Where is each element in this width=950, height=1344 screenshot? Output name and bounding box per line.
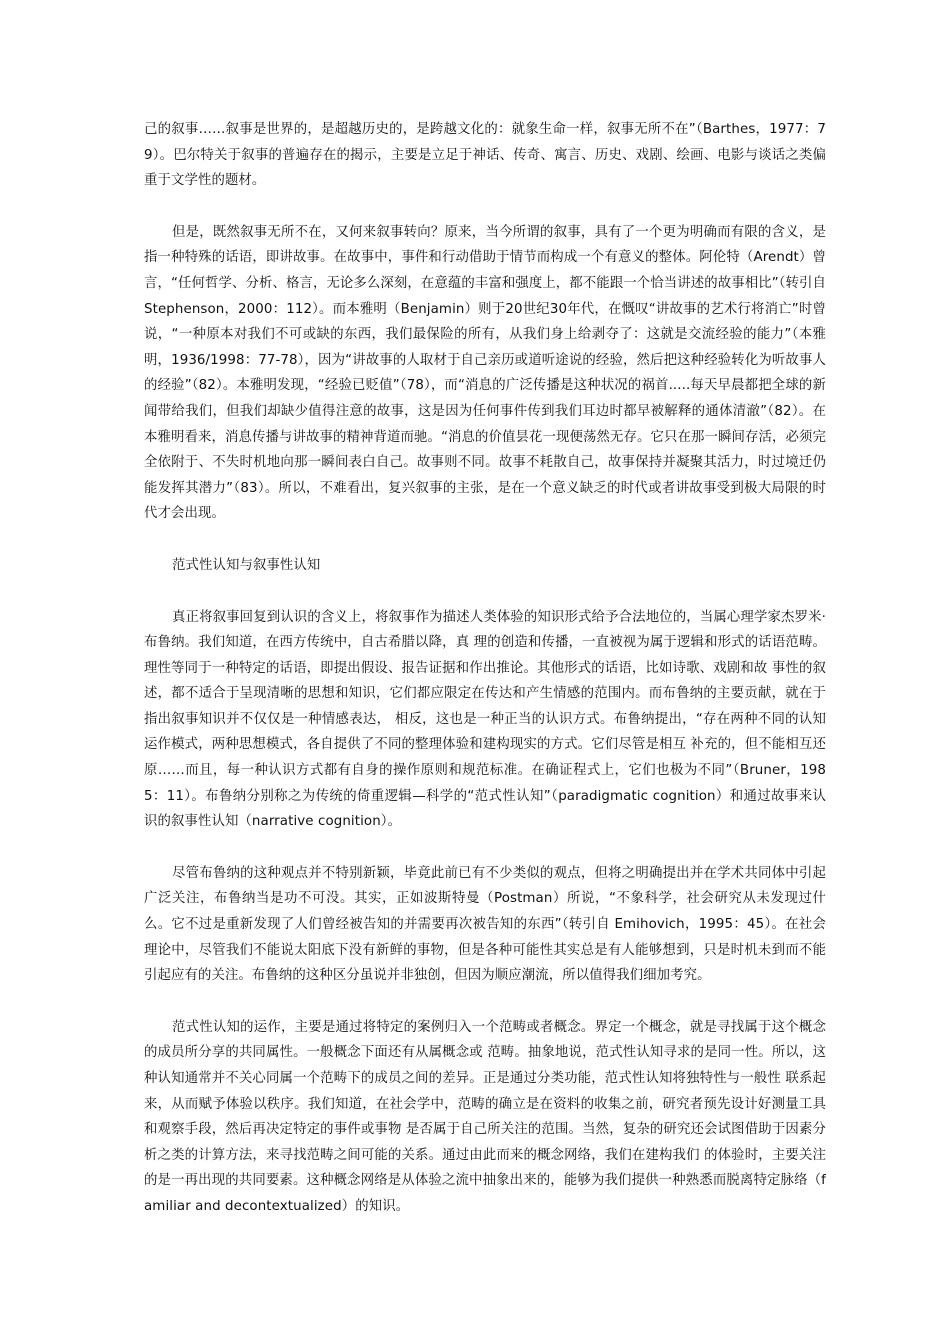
document-body xyxy=(144,117,826,1220)
paragraph-gap xyxy=(144,835,826,861)
section-heading: 范式性认知与叙事性认知 xyxy=(172,557,321,573)
paragraph-bruner: 真正将叙事回复到认识的含义上，将叙事作为描述人类体验的知识形式给予合法地位的，当属心理学家杰罗米·布鲁纳。我们知道，在西方传统中，自古希腊以降，真 理的创造和传播，一直被视为属于逻辑和形式的话语范畴。理性等同于一种特定的话语，即提出假设、报告证据和作出推论。其他形式的话语，比如诗歌、戏剧和故 事性的叙述，都不适合于呈现清晰的思想和知识，它们都应限定在传达和产生情感的范围内。而布鲁纳的主要贡献，就在于指出叙事知识并不仅仅是一种情感表达， 相反，这也是一种正当的认识方式。布鲁纳提出，“存在两种不同的认知运作模式，两种思想模式，各自提供了不同的整理体验和建构现实的方式。它们尽管是相互 补充的，但不能相互还原……而且，每一种认识方式都有自身的操作原则和规范标准。在确证程式上，它们也极为不同”（Bruner，1985：11）。布鲁纳分别称之为传统的倚重逻辑—科学的“范式性认知”（paradigmatic cognition）和通过故事来认识的叙事性认知（narrative cognition）。 xyxy=(144,609,826,830)
paragraph-barthes-continuation: 己的叙事……叙事是世界的，是超越历史的，是跨越文化的：就象生命一样，叙事无所不在”（Barthes，1977：79）。巴尔特关于叙事的普遍存在的揭示，主要是立足于神话、传奇、寓言、历史、戏剧、绘画、电影与谈话之类偏重于文学性的题材。 xyxy=(144,122,826,189)
paragraph-narrative-turn: 但是，既然叙事无所不在，又何来叙事转向？原来，当今所谓的叙事，具有了一个更为明确而有限的含义，是指一种特殊的话语，即讲故事。在故事中，事件和行动借助于情节而构成一个有意义的整体。阿伦特（Arendt）曾言，“任何哲学、分析、格言，无论多么深刻，在意蕴的丰富和强度上，都不能跟一个恰当讲述的故事相比”（转引自 Stephenson，2000：112）。而本雅明（Benjamin）则于20世纪30年代，在慨叹“讲故事的艺术行将消亡”时曾说，“一种原本对我们不可或缺的东西，我们最保险的所有，从我们身上给剥夺了：这就是交流经验的能力”（本雅明，1936/1998：77-78），因为“讲故事的人取材于自己亲历或道听途说的经验，然后把这种经验转化为听故事人的经验”（82）。本雅明发现，“经验已贬值”（78），而“消息的广泛传播是这种状况的祸首.....每天早晨都把全球的新闻带给我们，但我们却缺少值得注意的故事，这是因为任何事件传到我们耳边时都早被解释的通体清澈”（82）。在本雅明看来，消息传播与讲故事的精神背道而驰。“消息的价值昙花一现便荡然无存。它只在那一瞬间存活，必须完全依附于、不失时机地向那一瞬间表白自己。故事则不同。故事不耗散自己，故事保持并凝聚其活力，时过境迁仍能发挥其潜力”（83）。所以，不难看出，复兴叙事的主张，是在一个意义缺乏的时代或者讲故事受到极大局限的时代才会出现。 xyxy=(144,224,826,522)
paragraph-gap xyxy=(144,989,826,1015)
paragraph-gap xyxy=(144,194,826,220)
paragraph-gap xyxy=(144,579,826,605)
paragraph-postman: 尽管布鲁纳的这种观点并不特别新颖，毕竟此前已有不少类似的观点，但将之明确提出并在学术共同体中引起广泛关注，布鲁纳当是功不可没。其实，正如波斯特曼（Postman）所说，“不象科学，社会研究从未发现过什么。它不过是重新发现了人们曾经被告知的并需要再次被告知的东西”（转引自 Emihovich，1995：45）。在社会理论中，尽管我们不能说太阳底下没有新鲜的事物，但是各种可能性其实总是有人能够想到，只是时机未到而不能引起应有的关注。布鲁纳的这种区分虽说并非独创，但因为顺应潮流，所以值得我们细加考究。 xyxy=(144,865,826,984)
paragraph-paradigmatic-cognition: 范式性认知的运作，主要是通过将特定的案例归入一个范畴或者概念。界定一个概念，就是寻找属于这个概念的成员所分享的共同属性。一般概念下面还有从属概念或 范畴。抽象地说，范式性认知寻求的是同一性。所以，这种认知通常并不关心同属一个范畴下的成员之间的差异。正是通过分类功能，范式性认知将独特性与一般性 联系起来，从而赋予体验以秩序。我们知道，在社会学中，范畴的确立是在资料的收集之前，研究者预先设计好测量工具和观察手段，然后再决定特定的事件或事物 是否属于自己所关注的范围。当然，复杂的研究还会试图借助于因素分析之类的计算方法，来寻找范畴之间可能的关系。通过由此而来的概念网络，我们在建构我们 的体验时，主要关注的是一再出现的共同要素。这种概念网络是从体验之流中抽象出来的，能够为我们提供一种熟悉而脱离特定脉络（familiar and decontextualized）的知识。 xyxy=(144,1019,826,1214)
paragraph-gap xyxy=(144,527,826,553)
